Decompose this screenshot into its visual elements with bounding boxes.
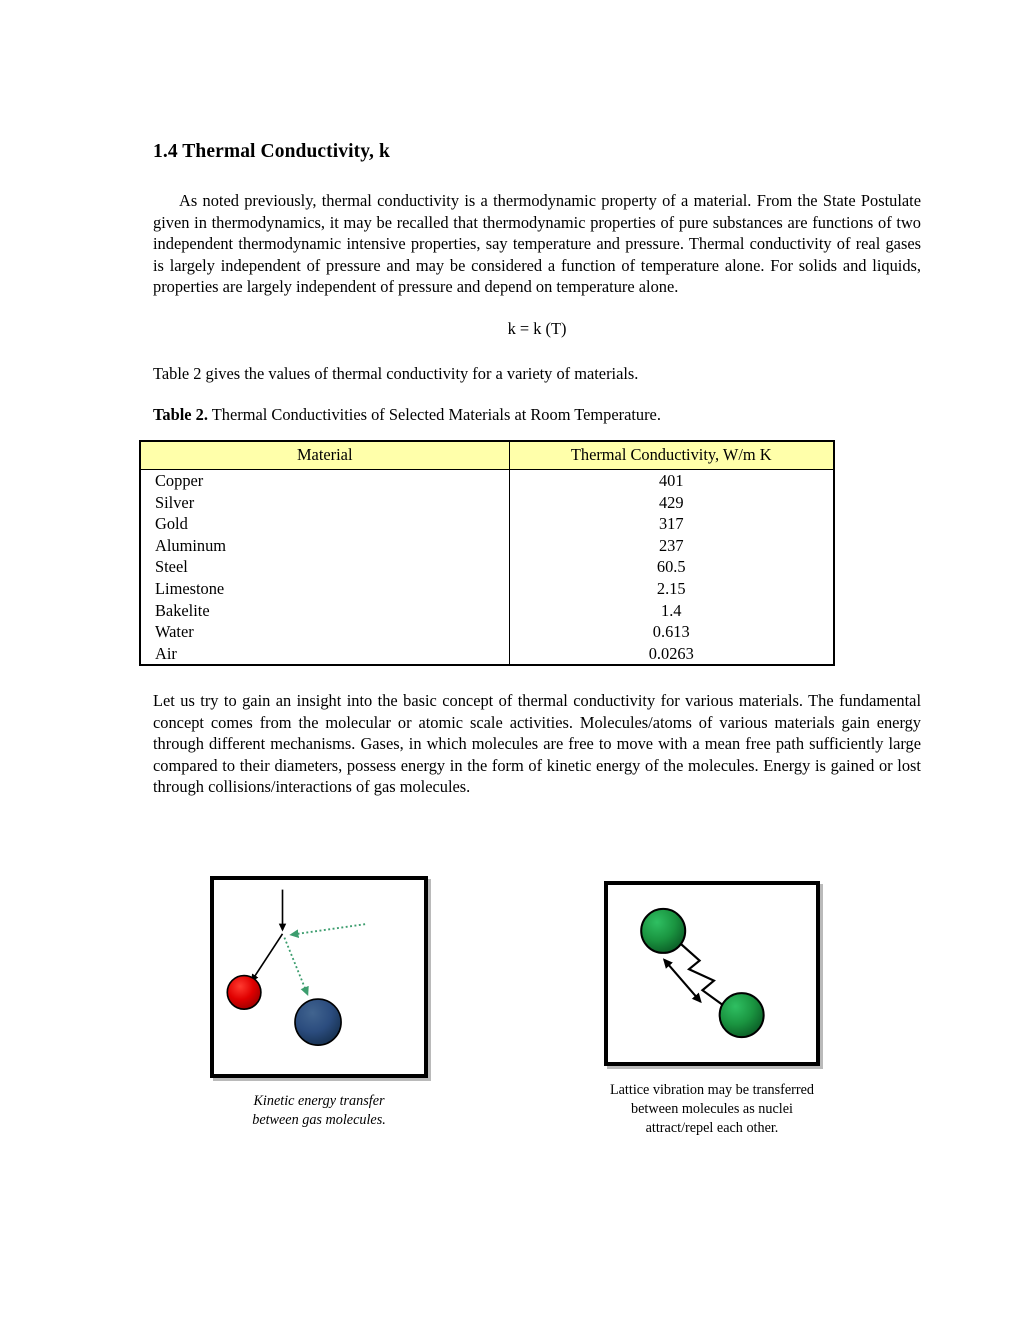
cell-conductivity: 0.0263 (648, 643, 694, 663)
figure-lattice-vibration-caption (590, 1081, 834, 1138)
figure-gas-collision (210, 876, 428, 1078)
table-body (140, 470, 834, 666)
cell-material: Gold (140, 513, 509, 535)
table-row (140, 578, 834, 600)
green-molecule-lower (720, 993, 764, 1037)
cell-material: Steel (140, 556, 509, 578)
table-row (140, 643, 834, 666)
spring-zigzag (674, 938, 730, 1011)
table-row (140, 513, 834, 535)
table-row (140, 492, 834, 514)
cell-conductivity: 60.5 (656, 557, 686, 577)
thermal-conductivity-table (139, 440, 835, 666)
gas-collision-illustration (214, 880, 424, 1074)
cell-material: Copper (140, 470, 509, 492)
cell-conductivity: 2.15 (656, 578, 686, 598)
table-row (140, 535, 834, 557)
cell-conductivity: 237 (658, 535, 684, 555)
paragraph-molecular-concept: Let us try to gain an insight into the basic concept of thermal conductivity for various materials. The fundamental concept comes from the molecular or atomic scale activities. Molecules/atoms of various materials gain energy through different mechanisms. Gases, in which molecules are free to move with a mean free path sufficiently large compared to their diameters, possess energy in the form of kinetic energy of the molecules. Energy is gained or lost through collisions/interactions of gas molecules. (153, 691, 921, 796)
cell-conductivity: 401 (658, 471, 684, 490)
table-lead-in-line: Table 2 gives the values of thermal conductivity for a variety of materials. (153, 364, 639, 383)
table-caption (153, 404, 661, 426)
table-header-row (140, 441, 834, 470)
cell-material: Limestone (140, 578, 509, 600)
lattice-vibration-illustration (608, 885, 816, 1062)
column-header-material: Material (140, 441, 509, 470)
table-row (140, 556, 834, 578)
incoming-dotted-arrow (291, 924, 365, 935)
table-caption-text: Thermal Conductivities of Selected Materials at Room Temperature. (207, 405, 661, 424)
cell-conductivity: 0.613 (652, 622, 690, 642)
outgoing-dotted-arrow (284, 938, 307, 995)
caption-line: between gas molecules. (252, 1112, 386, 1128)
cell-material: Air (140, 643, 509, 666)
cell-material: Bakelite (140, 600, 509, 622)
vibration-double-arrow (664, 960, 700, 1002)
red-molecule-velocity-arrow (252, 934, 283, 981)
blue-gas-molecule (295, 999, 341, 1045)
figure-lattice-vibration (604, 881, 820, 1066)
cell-material: Aluminum (140, 535, 509, 557)
cell-conductivity: 429 (658, 492, 684, 512)
table-row (140, 600, 834, 622)
cell-material: Silver (140, 492, 509, 514)
caption-line: Kinetic energy transfer (253, 1093, 385, 1109)
figure-gas-collision-caption (210, 1092, 428, 1130)
caption-line: Lattice vibration may be transferred (609, 1082, 815, 1098)
table-row (140, 470, 834, 492)
paragraph-intro-text: As noted previously, thermal conductivity is a thermodynamic property of a material. From the State Postulate given in thermodynamics, it may be recalled that thermodynamic properties of pure substances are functions of two independent thermodynamic intensive properties, say temperature and pressure. Thermal conductivity of real gases is largely independent of pressure and may be considered a function of temperature alone. For solids and liquids, properties are largely independent of pressure and depend on temperature alone. (153, 191, 921, 296)
green-molecule-upper (641, 909, 685, 953)
cell-material: Water (140, 621, 509, 643)
page-title: 1.4 Thermal Conductivity, k (153, 141, 390, 162)
table-caption-label: Table 2. (153, 405, 208, 424)
equation-k-of-t: k = k (T) (507, 319, 567, 338)
caption-line: between molecules as nuclei (631, 1101, 793, 1117)
cell-conductivity: 1.4 (661, 600, 682, 620)
column-header-conductivity: Thermal Conductivity, W/m K (509, 441, 834, 470)
table-row (140, 621, 834, 643)
caption-line: attract/repel each other. (645, 1120, 779, 1136)
cell-conductivity: 317 (658, 514, 684, 534)
paragraph-intro (153, 190, 921, 298)
table-header (140, 441, 834, 470)
red-gas-molecule (227, 976, 261, 1010)
